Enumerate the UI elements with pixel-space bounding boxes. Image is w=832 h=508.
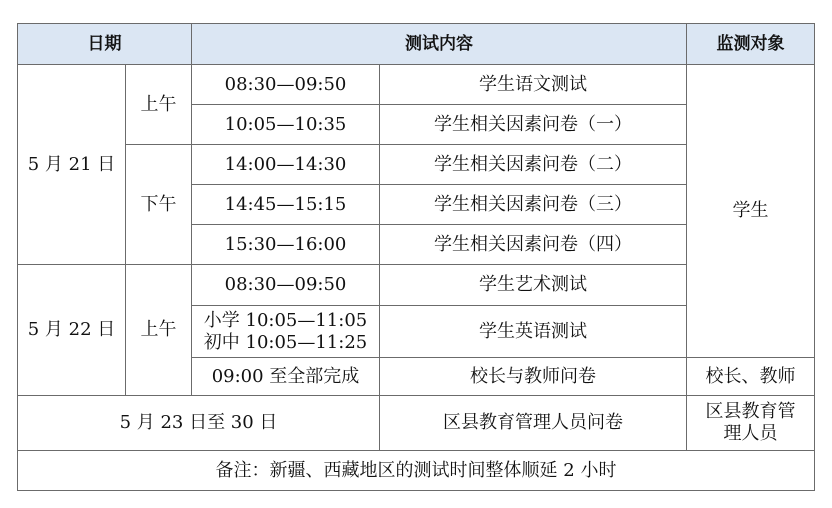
period-am-22: 上午 bbox=[126, 265, 192, 396]
time-cell: 09:00 至全部完成 bbox=[192, 358, 380, 396]
content-cell: 学生艺术测试 bbox=[380, 265, 687, 306]
table-row bbox=[18, 396, 815, 451]
time-cell-two-line bbox=[192, 306, 380, 358]
content-cell: 学生相关因素问卷（一） bbox=[380, 105, 687, 145]
note-text: 备注：新疆、西藏地区的测试时间整体顺延 2 小时 bbox=[18, 451, 815, 491]
time-cell: 08:30—09:50 bbox=[192, 265, 380, 306]
content-cell: 学生相关因素问卷（三） bbox=[380, 185, 687, 225]
time-cell: 10:05—10:35 bbox=[192, 105, 380, 145]
period-pm-21: 下午 bbox=[126, 145, 192, 265]
target-principal-teacher: 校长、教师 bbox=[687, 358, 815, 396]
content-cell: 校长与教师问卷 bbox=[380, 358, 687, 396]
day-cell-21: 5 月 21 日 bbox=[18, 65, 126, 265]
header-row bbox=[18, 24, 815, 65]
schedule-table bbox=[17, 23, 815, 491]
content-cell: 学生英语测试 bbox=[380, 306, 687, 358]
content-cell: 学生相关因素问卷（二） bbox=[380, 145, 687, 185]
time-cell: 15:30—16:00 bbox=[192, 225, 380, 265]
header-target: 监测对象 bbox=[687, 24, 815, 65]
target-admin-line1: 区县教育管 bbox=[705, 401, 796, 422]
target-admin-line2: 理人员 bbox=[723, 423, 778, 444]
table-row bbox=[18, 65, 815, 105]
header-date: 日期 bbox=[18, 24, 192, 65]
time-cell: 08:30—09:50 bbox=[192, 65, 380, 105]
note-row bbox=[18, 451, 815, 491]
time-cell: 14:00—14:30 bbox=[192, 145, 380, 185]
day-cell-22: 5 月 22 日 bbox=[18, 265, 126, 396]
time-middle-school: 初中 10:05—11:25 bbox=[203, 331, 368, 353]
time-primary-school: 小学 10:05—11:05 bbox=[203, 309, 368, 331]
content-cell: 学生相关因素问卷（四） bbox=[380, 225, 687, 265]
target-students: 学生 bbox=[687, 65, 815, 358]
header-content: 测试内容 bbox=[192, 24, 687, 65]
content-cell: 学生语文测试 bbox=[380, 65, 687, 105]
time-cell: 14:45—15:15 bbox=[192, 185, 380, 225]
period-am-21: 上午 bbox=[126, 65, 192, 145]
day-cell-23-30: 5 月 23 日至 30 日 bbox=[18, 396, 380, 451]
content-cell: 区县教育管理人员问卷 bbox=[380, 396, 687, 451]
target-admin bbox=[687, 396, 815, 451]
